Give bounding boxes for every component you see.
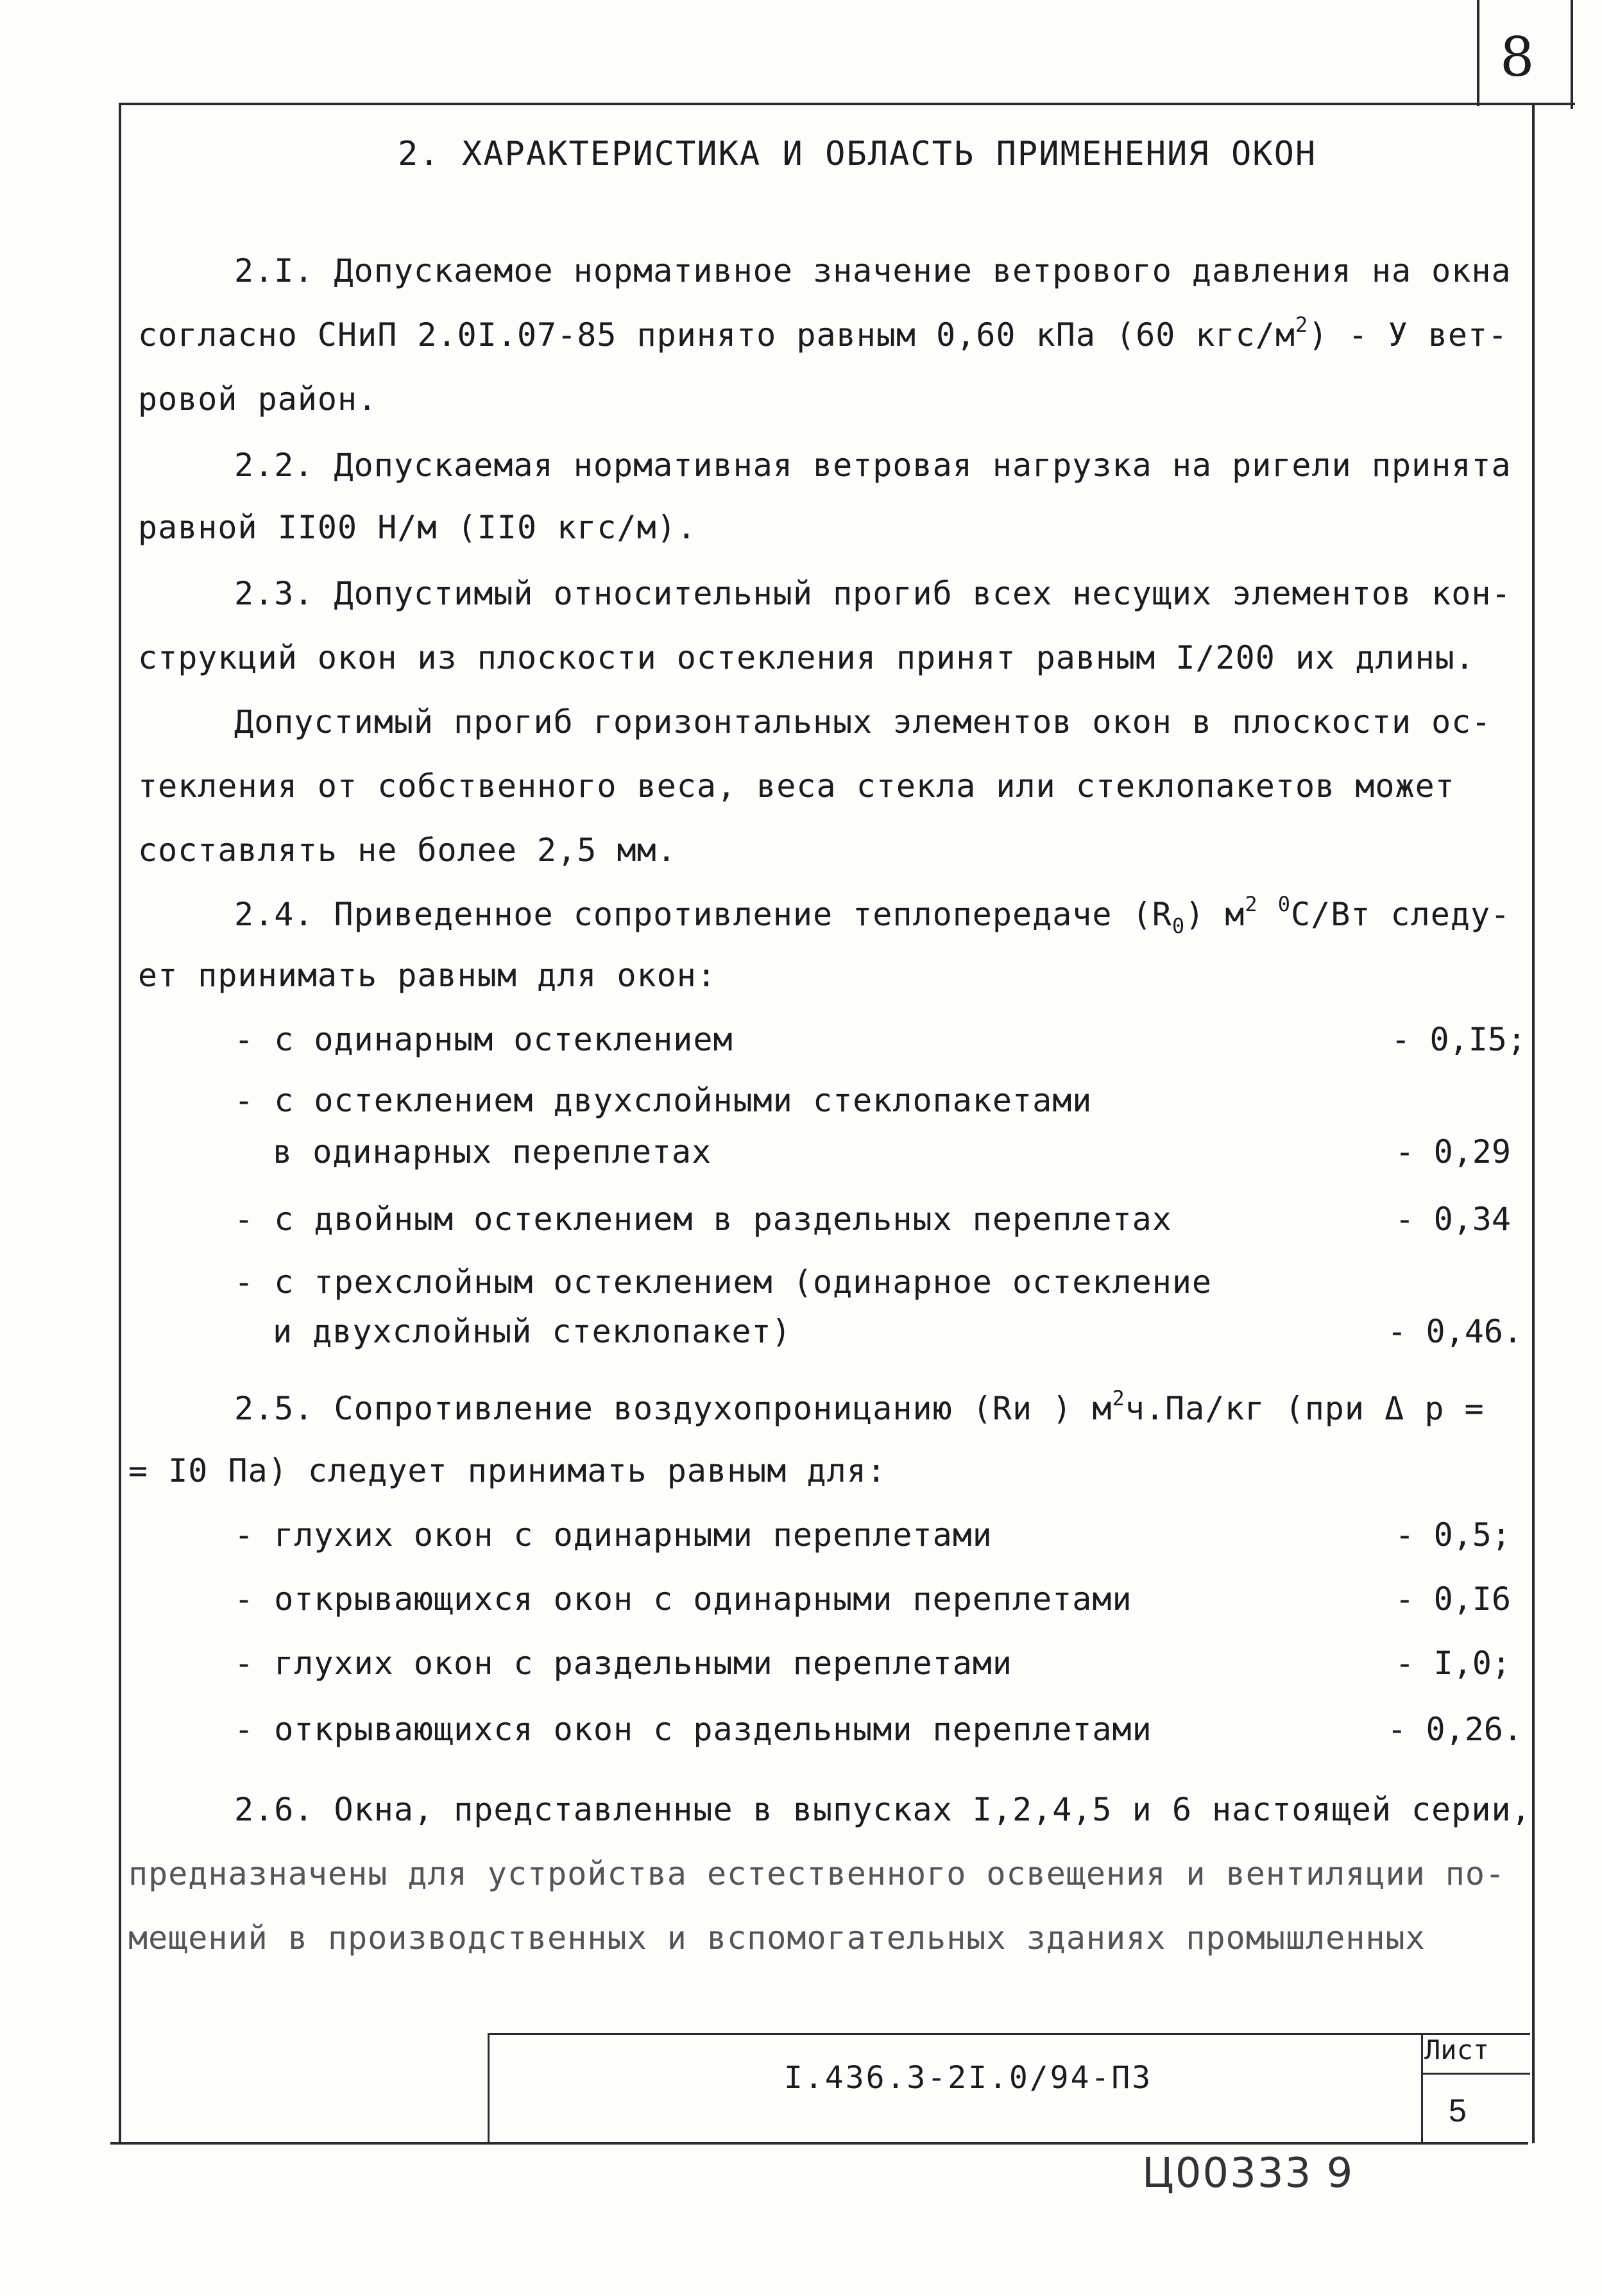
p21-line3: ровой район. (138, 381, 378, 418)
frame-bottom-line (110, 2142, 1528, 2145)
p23b-line1: Допустимый прогиб горизонтальных элементов окон в плоскости ос- (234, 703, 1492, 741)
p25-item-1: - глухих окон с одинарными переплетами (234, 1516, 993, 1554)
p22-line1: 2.2. Допускаемая нормативная ветровая нагрузка на ригели принята (234, 447, 1512, 484)
p23b-line2: текления от собственного веса, веса стекла или стеклопакетов может (138, 767, 1455, 805)
p24-item-3-value: - 0,34 (1395, 1201, 1511, 1238)
stamp-left-line (488, 2033, 490, 2143)
section-title: 2. ХАРАКТЕРИСТИКА И ОБЛАСТЬ ПРИМЕНЕНИЯ ОКОН (398, 135, 1317, 173)
frame-left-line (119, 103, 121, 2143)
corner-page-number: 8 (1500, 26, 1535, 89)
corner-box-left-line (1477, 0, 1479, 106)
p24-item-1-value: - 0,I5; (1391, 1021, 1526, 1058)
stamp-top-line (488, 2033, 1530, 2035)
p24-item-3: - с двойным остеклением в раздельных переплетах (234, 1201, 1172, 1238)
stamp-sheet-divider (1421, 2073, 1530, 2075)
p23b-line3: составлять не более 2,5 мм. (138, 832, 677, 869)
outer-right-line (1571, 0, 1573, 109)
p25-item-4: - открывающихся окон с раздельными переплетами (234, 1711, 1152, 1748)
p22-line2: равной II00 Н/м (II0 кгс/м). (138, 509, 697, 546)
p24-item-1: - с одинарным остеклением (234, 1021, 733, 1058)
p26-line3: мещений в производственных и вспомогательных зданиях промышленных (128, 1919, 1426, 1957)
p23-line2: струкций окон из плоскости остекления принят равным I/200 их длины. (138, 639, 1475, 676)
p21-line2: согласно СНиП 2.0I.07-85 принято равным 0,60 кПа (60 кгс/$м^2$) - У вет- (138, 313, 1508, 354)
p23-line1: 2.3. Допустимый относительный прогиб всех несущих элементов кон- (234, 575, 1512, 612)
stamp-sheet-left-line (1421, 2033, 1423, 2143)
p25-item-2-value: - 0,I6 (1395, 1581, 1511, 1618)
p24-item-4-cont: и двухслойный стеклопакет) (273, 1313, 792, 1350)
p26-line1: 2.6. Окна, представленные в выпусках I,2,4,5 и 6 настоящей серии, (234, 1791, 1531, 1828)
archive-mark: Ц00333 9 (1142, 2150, 1354, 2197)
p24-item-2-cont: в одинарных переплетах (273, 1133, 712, 1170)
p24-item-4-value: - 0,46. (1387, 1313, 1522, 1350)
frame-top-line (119, 103, 1575, 105)
p25-item-3: - глухих окон с раздельными переплетами (234, 1645, 1012, 1682)
p26-line2: предназначены для устройства естественного освещения и вентиляции по- (128, 1855, 1506, 1892)
p25-line1: 2.5. Сопротивление воздухопроницанию (Rи ) $м^2ч.Па/кг$ (при Δ р = (234, 1386, 1485, 1427)
sheet-label: Лист (1424, 2034, 1490, 2066)
p25-item-2: - открывающихся окон с одинарными переплетами (234, 1581, 1132, 1618)
p25-item-3-value: - I,0; (1395, 1645, 1511, 1682)
p24-item-2: - с остеклением двухслойными стеклопакетами (234, 1082, 1093, 1119)
frame-right-line (1532, 103, 1535, 2143)
sheet-number: 5 (1449, 2093, 1467, 2129)
p21-line1: 2.I. Допускаемое нормативное значение ветрового давления на окна (234, 252, 1512, 289)
p25-item-1-value: - 0,5; (1395, 1516, 1511, 1554)
p24-line2: ет принимать равным для окон: (138, 957, 717, 994)
p25-item-4-value: - 0,26. (1387, 1711, 1522, 1748)
p24-line1: 2.4. Приведенное сопротивление теплопередаче $(R_0)$ $м^2$ $^0$С/Вт следу- (234, 892, 1511, 938)
p24-item-4: - с трехслойным остеклением (одинарное остекление (234, 1264, 1213, 1301)
p25-line2: = I0 Па) следует принимать равным для: (128, 1452, 887, 1489)
p24-item-2-value: - 0,29 (1395, 1133, 1511, 1170)
document-code: I.436.3-2I.0/94-ПЗ (784, 2060, 1153, 2096)
